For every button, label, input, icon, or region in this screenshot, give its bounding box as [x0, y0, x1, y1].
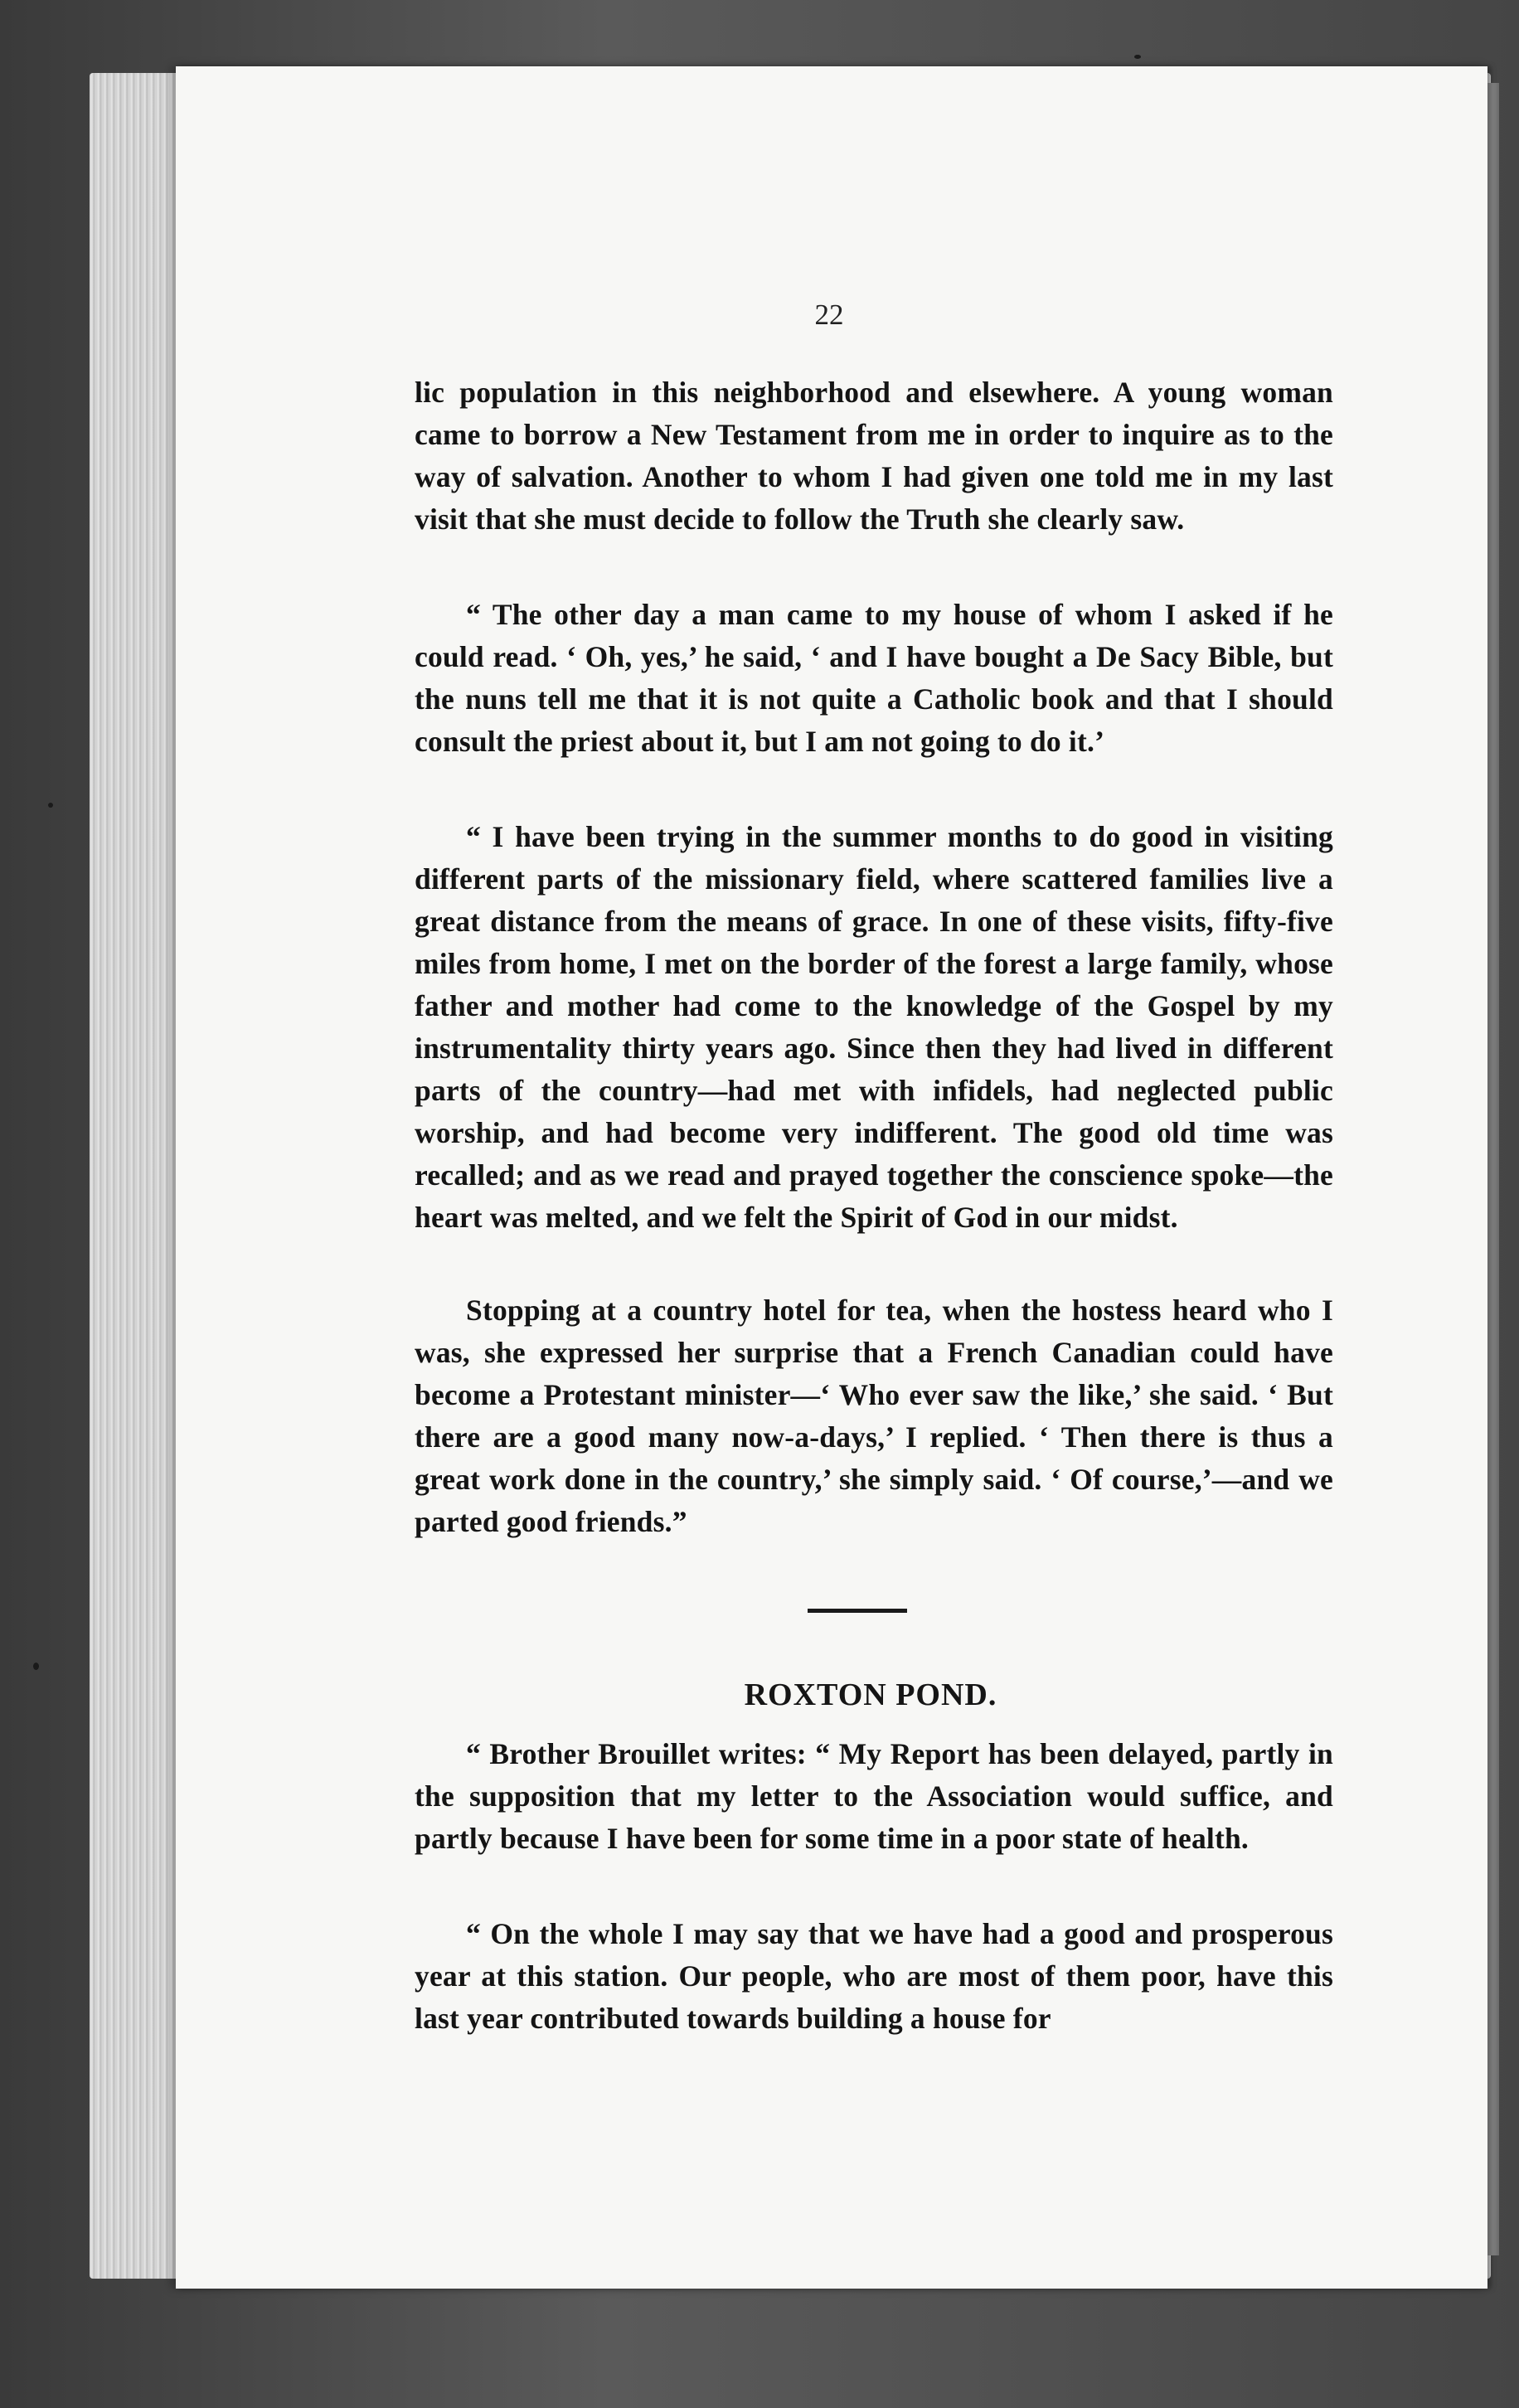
paragraph-2: “ The other day a man came to my house of whom I asked if he could read. ‘ Oh, yes,’ he said, ‘ and I have bought a De Sacy Bible, but the nuns tell me that it is not quite a Catholic book and that I should consult the priest about it, but I am not going to do it.’	[415, 598, 1333, 758]
paragraph-1: lic population in this neighborhood and elsewhere. A young woman came to borrow a New Testament from me in order to inquire as to the way of salvation. Another to whom I had given one told me in my last visit that she must decide to follow the Truth she clearly saw.	[415, 376, 1333, 536]
scan-speck	[33, 1663, 39, 1670]
scan-speck	[48, 803, 53, 808]
page-number: 22	[814, 299, 844, 331]
section-paragraph-1: “ Brother Brouillet writes: “ My Report has been delayed, partly in the supposition that my letter to the Association would suffice, and partly because I have been for some time in a poor state of health.	[415, 1737, 1333, 1855]
paragraph-3: “ I have been trying in the summer months to do good in visiting different parts of the missionary field, where scattered families live a great distance from the means of grace. In one of these visits, fifty-five miles from home, I met on the border of the forest a large family, whose father and mother had come to the knowledge of the Gospel by my instrumentality thirty years ago. Since then they had lived in different parts of the country—had met with infidels, had neglected public worship, and had become very indifferent. The good old time was recalled; and as we read and prayed together the conscience spoke—the heart was melted, and we felt the Spirit of God in our midst.	[415, 820, 1333, 1234]
section-heading: ROXTON POND.	[744, 1677, 997, 1712]
scan-speck	[1134, 55, 1141, 59]
section-divider	[808, 1609, 907, 1613]
book-spine-shadow	[1487, 83, 1499, 2255]
section-paragraph-2: “ On the whole I may say that we have had a good and prosperous year at this station. Our people, who are most of them poor, have this last year contributed towards building a house for	[415, 1917, 1333, 2035]
paragraph-4: Stopping at a country hotel for tea, when the hostess heard who I was, she expressed her surprise that a French Canadian could have become a Protestant minister—‘ Who ever saw the like,’ she said. ‘ But there are a good many now-a-days,’ I replied. ‘ Then there is thus a great work done in the country,’ she simply said. ‘ Of course,’—and we parted good friends.”	[415, 1294, 1333, 1538]
